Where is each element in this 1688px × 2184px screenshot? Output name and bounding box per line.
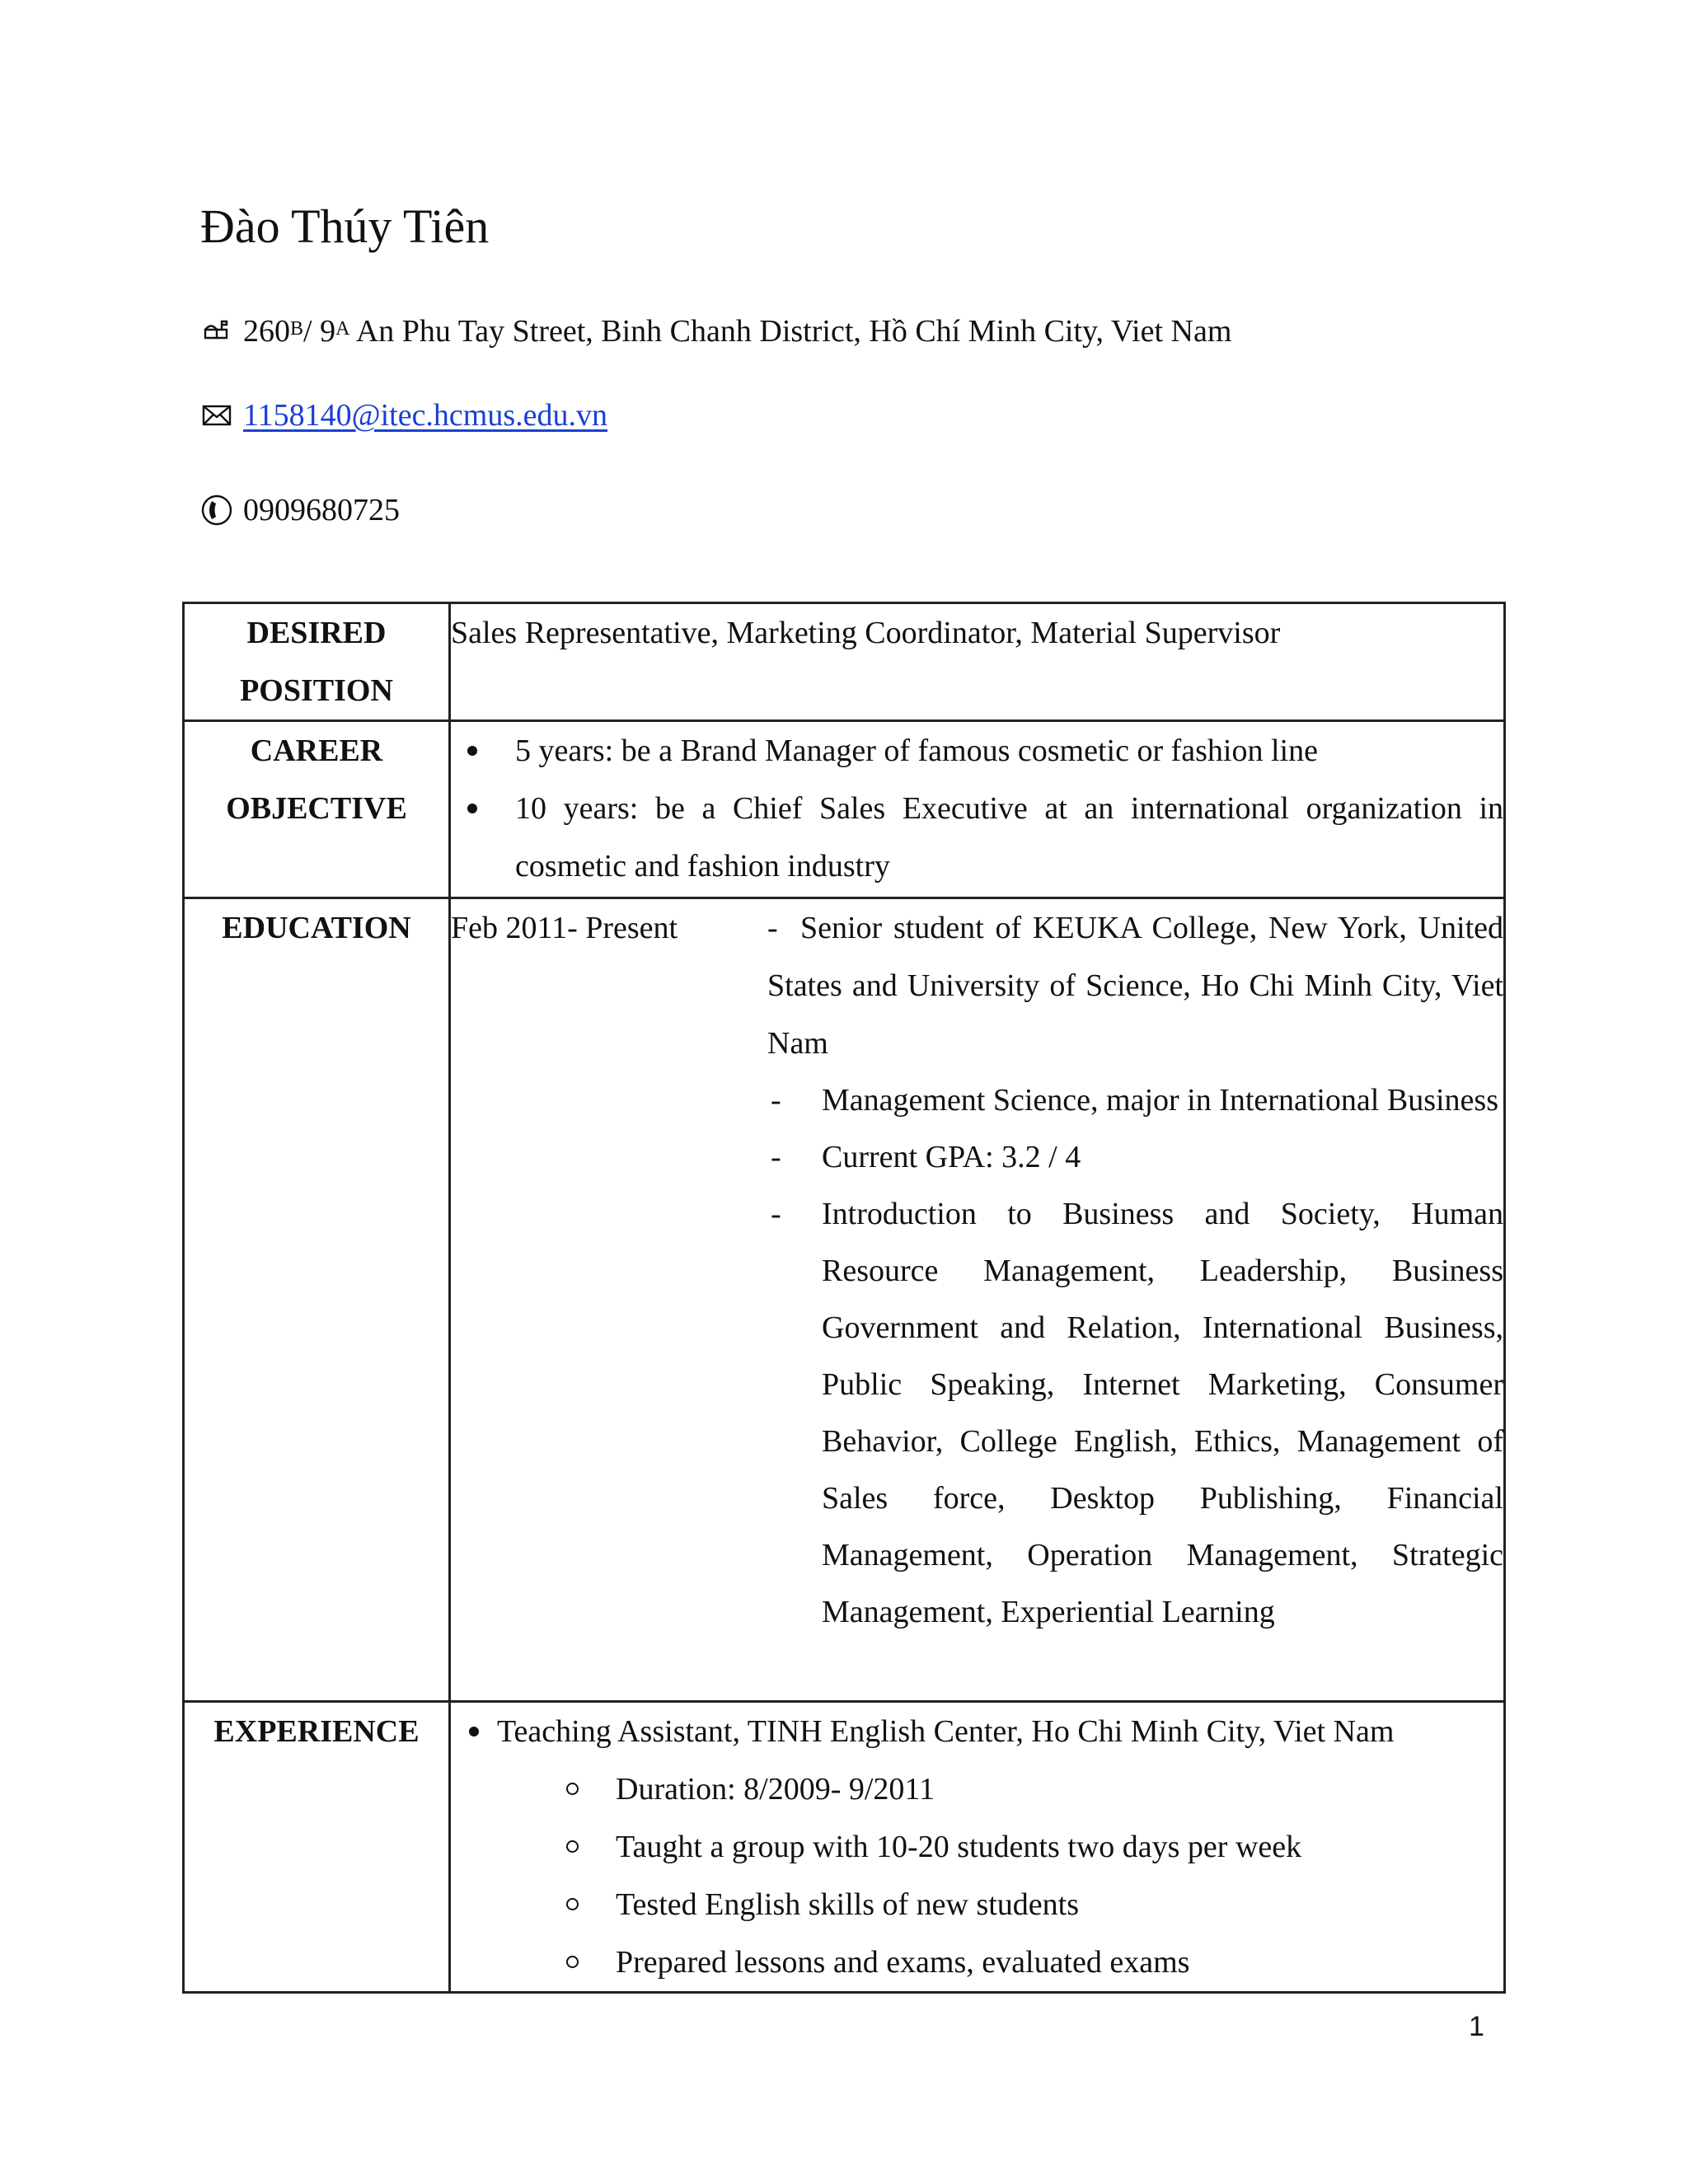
career-label-line1: CAREER bbox=[250, 733, 383, 768]
mailbox-icon bbox=[200, 315, 233, 348]
school-text: Senior student of KEUKA College, New York, United States and University of Science, Ho Chi Minh City, Viet Nam bbox=[767, 911, 1503, 1061]
experience-detail-text: Tested English skills of new students bbox=[616, 1887, 1080, 1922]
career-item-text: 10 years: be a Chief Sales Executive at an international organization in cosmetic and fashion industry bbox=[515, 791, 1503, 883]
experience-label: EXPERIENCE bbox=[184, 1702, 450, 1993]
address-number: 260 bbox=[243, 314, 290, 349]
phone-line bbox=[200, 490, 400, 530]
address-mid: / 9 bbox=[303, 314, 336, 349]
experience-item bbox=[459, 1703, 1503, 1760]
education-item-text: Current GPA: 3.2 / 4 bbox=[822, 1140, 1081, 1174]
dash-marker: - bbox=[771, 1197, 781, 1231]
career-objective-label bbox=[184, 721, 450, 898]
career-objective-list bbox=[451, 722, 1503, 895]
bullet-icon bbox=[469, 1727, 479, 1736]
email-line bbox=[200, 396, 607, 435]
experience-detail-text: Duration: 8/2009- 9/2011 bbox=[616, 1772, 935, 1807]
address-line: 260 $^B$ / 9 $^A$ An Phu Tay Street, Binh Chanh District, Hồ Chí Minh City, Viet Nam bbox=[200, 312, 1231, 351]
resume-table bbox=[182, 602, 1506, 1994]
email-link[interactable]: 1158140@itec.hcmus.edu.vn bbox=[243, 398, 608, 433]
desired-label-line1: DESIRED bbox=[246, 616, 387, 650]
desired-label-line2: POSITION bbox=[240, 673, 393, 708]
education-date: Feb 2011- Present bbox=[451, 911, 678, 945]
applicant-name: Đào Thúy Tiên bbox=[200, 199, 490, 253]
list-item bbox=[767, 1129, 1503, 1186]
experience-details bbox=[459, 1760, 1503, 1991]
experience-row bbox=[184, 1702, 1505, 1993]
career-objective-content bbox=[450, 721, 1505, 898]
circle-bullet-icon bbox=[566, 1898, 579, 1910]
envelope-icon bbox=[200, 399, 233, 432]
education-label: EDUCATION bbox=[184, 898, 450, 1702]
experience-detail-text: Prepared lessons and exams, evaluated exams bbox=[616, 1945, 1190, 1980]
career-label-line2: OBJECTIVE bbox=[226, 791, 407, 826]
list-item bbox=[459, 1876, 1503, 1933]
circle-bullet-icon bbox=[566, 1956, 579, 1968]
circle-bullet-icon bbox=[566, 1840, 579, 1853]
circle-bullet-icon bbox=[566, 1783, 579, 1795]
phone-number: 0909680725 bbox=[243, 493, 400, 527]
address-text: An Phu Tay Street, Binh Chanh District, Hồ Chí Minh City, Viet Nam bbox=[349, 314, 1232, 349]
bullet-icon bbox=[467, 804, 477, 813]
list-item bbox=[767, 1186, 1503, 1641]
career-item-text: 5 years: be a Brand Manager of famous cosmetic or fashion line bbox=[515, 733, 1318, 768]
list-item bbox=[767, 1072, 1503, 1129]
list-item bbox=[459, 1760, 1503, 1818]
dash-marker: - bbox=[771, 1083, 781, 1118]
education-list bbox=[767, 1072, 1503, 1641]
list-item bbox=[459, 1933, 1503, 1991]
desired-position-row bbox=[184, 603, 1505, 721]
dash-marker: - bbox=[771, 1140, 781, 1174]
desired-position-text: Sales Representative, Marketing Coordinator, Material Supervisor bbox=[450, 603, 1505, 721]
education-details bbox=[767, 899, 1503, 1641]
telephone-icon bbox=[200, 494, 233, 527]
bullet-icon bbox=[467, 746, 477, 756]
list-item bbox=[459, 1818, 1503, 1876]
experience-detail-text: Taught a group with 10-20 students two days per week bbox=[616, 1830, 1302, 1864]
experience-title: Teaching Assistant, TINH English Center, Ho Chi Minh City, Viet Nam bbox=[497, 1714, 1395, 1749]
education-item-text: Introduction to Business and Society, Human Resource Management, Leadership, Business Government and Relation, International Business, Public Speaking, Internet Marketing, Consumer Behavior, College English, Ethics, Management of Sales force, Desktop Publishing, Financial Management, Operation Management, Strategic Management, Experiential Learning bbox=[822, 1197, 1503, 1629]
page-number: 1 bbox=[1469, 2011, 1484, 2042]
education-row bbox=[184, 898, 1505, 1702]
desired-position-label bbox=[184, 603, 450, 721]
education-item-text: Management Science, major in International Business bbox=[822, 1083, 1498, 1118]
experience-content bbox=[450, 1702, 1505, 1993]
dash-marker: - bbox=[767, 911, 778, 945]
list-item bbox=[451, 722, 1503, 780]
career-objective-row bbox=[184, 721, 1505, 898]
list-item bbox=[451, 780, 1503, 895]
education-content bbox=[450, 898, 1505, 1702]
education-school bbox=[767, 899, 1503, 1072]
